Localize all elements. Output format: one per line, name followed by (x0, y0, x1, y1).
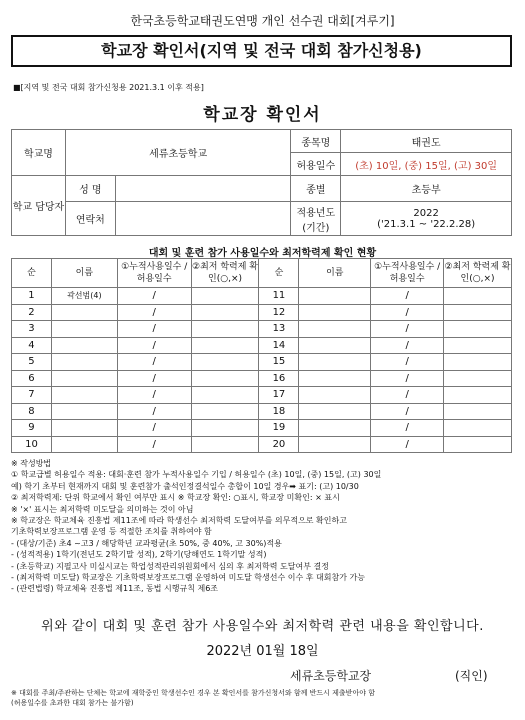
row-number: 3 (12, 321, 52, 338)
table-row (12, 436, 512, 453)
row-days: / (371, 288, 444, 305)
instruction-line: ※ 작성방법 (11, 459, 52, 468)
row-number: 14 (259, 337, 299, 354)
instruction-line: ※ '×' 표시는 최저학력 미도달을 의미하는 것이 아님 (11, 504, 194, 514)
row-number: 5 (12, 354, 52, 371)
row-name (299, 420, 371, 437)
row-name (51, 436, 117, 453)
table-row (12, 370, 512, 387)
col-header-check: ②최저 학력제 확인(○,×) (191, 259, 259, 288)
contact-label: 연락처 (65, 202, 115, 236)
applicability-note: ■[지역 및 전국 대회 참가신청용 2021.3.1 이후 적용] (13, 83, 204, 92)
row-check (191, 436, 259, 453)
document-title: 학교장 확인서 (203, 105, 322, 125)
period-value: ('21.3.1 ~ '22.2.28) (377, 218, 476, 230)
row-name (299, 354, 371, 371)
usage-table (11, 258, 512, 453)
school-value: 세류초등학교 (65, 130, 290, 176)
header-title: 한국초등학교태권도연맹 개인 선수권 대회[겨루기] (130, 14, 395, 28)
row-days: / (117, 304, 191, 321)
row-name (299, 370, 371, 387)
row-number: 19 (259, 420, 299, 437)
row-name (51, 337, 117, 354)
row-days: / (371, 403, 444, 420)
row-number: 8 (12, 403, 52, 420)
instruction-line: ② 최저학력제: 단위 학교에서 확인 여부만 표시 ※ 학교장 확인: ○표시, 학교장 미확인: × 표시 (11, 493, 340, 503)
row-days: / (371, 304, 444, 321)
row-name (51, 420, 117, 437)
category-value: 초등부 (341, 176, 512, 202)
row-name (51, 370, 117, 387)
row-days: / (117, 387, 191, 404)
table-row (12, 354, 512, 371)
instruction-line: - (초등학교) 지필고사 미실시교는 학업성적관리위원회에서 심의 후 최저학력 도달여부 결정 (11, 561, 329, 571)
row-number: 11 (259, 288, 299, 305)
instructions (11, 458, 516, 595)
row-check (444, 337, 512, 354)
row-number: 17 (259, 387, 299, 404)
table-row (12, 321, 512, 338)
row-number: 4 (12, 337, 52, 354)
school-label: 학교명 (12, 130, 66, 176)
contact-value (115, 202, 291, 236)
row-days: / (371, 370, 444, 387)
row-check (444, 288, 512, 305)
sport-label: 종목명 (291, 130, 341, 153)
row-name (51, 321, 117, 338)
row-check (191, 337, 259, 354)
row-days: / (371, 321, 444, 338)
row-number: 1 (12, 288, 52, 305)
row-check (444, 403, 512, 420)
instruction-line: 예) 학기 초부터 현재까지 대회 및 훈련참가 출석인정결석일수 총합이 10일 경우➡ 표기: (고) 10/30 (11, 481, 359, 491)
row-check (191, 420, 259, 437)
row-check (191, 304, 259, 321)
row-check (191, 354, 259, 371)
row-number: 10 (12, 436, 52, 453)
row-days: / (371, 387, 444, 404)
info-table (11, 129, 512, 236)
row-days: / (117, 370, 191, 387)
name-label: 성 명 (65, 176, 115, 202)
instruction-line: - (성적적용) 1학기(전년도 2학기말 성적), 2학기(당해연도 1학기말 성적) (11, 550, 267, 560)
instruction-line: - (대상/기준) 초4 ~고3 / 해당학년 교과평균(초 50%, 중 40%, 고 30%)적용 (11, 538, 282, 548)
table-row (12, 403, 512, 420)
row-check (191, 403, 259, 420)
signer-name: 세류초등학교장 (290, 669, 372, 683)
row-days: / (371, 354, 444, 371)
section-title: 대회 및 훈련 참가 사용일수와 최저학력제 확인 현황 (148, 248, 377, 259)
row-number: 6 (12, 370, 52, 387)
row-days: / (371, 337, 444, 354)
category-label: 종별 (291, 176, 341, 202)
row-name (299, 403, 371, 420)
row-number: 15 (259, 354, 299, 371)
row-name (299, 288, 371, 305)
year-cell (341, 202, 512, 236)
row-name (299, 337, 371, 354)
table-row (12, 304, 512, 321)
row-name (299, 304, 371, 321)
table-row (12, 288, 512, 305)
name-value (115, 176, 291, 202)
issue-date: 2022년 01월 18일 (206, 644, 319, 659)
row-name (51, 403, 117, 420)
row-number: 12 (259, 304, 299, 321)
col-header-no: 순 (12, 259, 52, 288)
row-number: 13 (259, 321, 299, 338)
row-check (444, 354, 512, 371)
row-number: 16 (259, 370, 299, 387)
instruction-line: ※ 학교장은 학교체육 진흥법 제11조에 따라 학생선수 최저학력 도달여부를 의무적으로 확인하고 (11, 516, 347, 526)
banner-title: 학교장 확인서(지역 및 전국 대회 참가신청용) (11, 35, 512, 67)
row-check (444, 321, 512, 338)
col-header-name: 이름 (51, 259, 117, 288)
table-row (12, 387, 512, 404)
footer-note (11, 688, 516, 708)
table-row (12, 420, 512, 437)
footer-line: (허용일수를 초과한 대회 참가는 불가함) (11, 699, 134, 707)
table-header-row (12, 259, 512, 288)
instruction-line: ① 학교급별 허용일수 적용: 대회·훈련 참가 누적사용일수 기입 / 허용일수 (초) 10일, (중) 15일, (고) 30일 (11, 470, 382, 480)
col-header-days: ①누적사용일수 /허용일수 (117, 259, 191, 288)
instruction-line: 기초학력보장프로그램 운영 등 적절한 조치를 취하여야 함 (11, 527, 212, 537)
col-header-days: ①누적사용일수 /허용일수 (371, 259, 444, 288)
confirmation-statement: 위와 같이 대회 및 훈련 참가 사용일수와 최저학력 관련 내용을 확인합니다. (41, 619, 484, 634)
row-number: 18 (259, 403, 299, 420)
manager-label: 학교 담당자 (12, 176, 66, 236)
sport-value: 태권도 (341, 130, 512, 153)
row-check (191, 321, 259, 338)
row-number: 2 (12, 304, 52, 321)
row-days: / (117, 321, 191, 338)
row-days: / (117, 337, 191, 354)
row-name (51, 304, 117, 321)
instruction-line: - (관련법령) 학교체육 진흥법 제11조, 동법 시행규칙 제6조 (11, 584, 219, 594)
col-header-no: 순 (259, 259, 299, 288)
row-name (299, 321, 371, 338)
row-check (191, 288, 259, 305)
row-name (51, 354, 117, 371)
row-days: / (117, 354, 191, 371)
row-check (191, 387, 259, 404)
col-header-name: 이름 (299, 259, 371, 288)
row-check (444, 370, 512, 387)
year-value: 2022 (413, 207, 439, 219)
row-number: 20 (259, 436, 299, 453)
row-check (444, 420, 512, 437)
row-check (444, 387, 512, 404)
row-name (51, 387, 117, 404)
footer-line: ※ 대회를 주최/주관하는 단체는 학교에 재학중인 학생선수인 경우 본 확인서를 참가신청서와 함께 반드시 제출받아야 함 (11, 689, 375, 697)
row-days: / (371, 420, 444, 437)
allowed-days-value: (초) 10일, (중) 15일, (고) 30일 (341, 153, 512, 176)
table-row (12, 337, 512, 354)
official-seal-label: (직인) (455, 669, 488, 683)
row-days: / (117, 288, 191, 305)
row-number: 9 (12, 420, 52, 437)
row-name (299, 436, 371, 453)
row-days: / (117, 436, 191, 453)
row-name (299, 387, 371, 404)
row-days: / (117, 420, 191, 437)
year-label: 적용년도 (기간) (291, 202, 341, 236)
instruction-line: - (최저학력 미도달) 학교장은 기초학력보장프로그램 운영하여 미도달 학생선수 이수 후 대회참가 가능 (11, 573, 365, 583)
row-days: / (371, 436, 444, 453)
row-check (444, 304, 512, 321)
row-check (191, 370, 259, 387)
row-number: 7 (12, 387, 52, 404)
row-days: / (117, 403, 191, 420)
col-header-check: ②최저 학력제 확인(○,×) (444, 259, 512, 288)
row-check (444, 436, 512, 453)
row-name: 곽선범(4) (51, 288, 117, 305)
allowed-days-label: 허용일수 (291, 153, 341, 176)
